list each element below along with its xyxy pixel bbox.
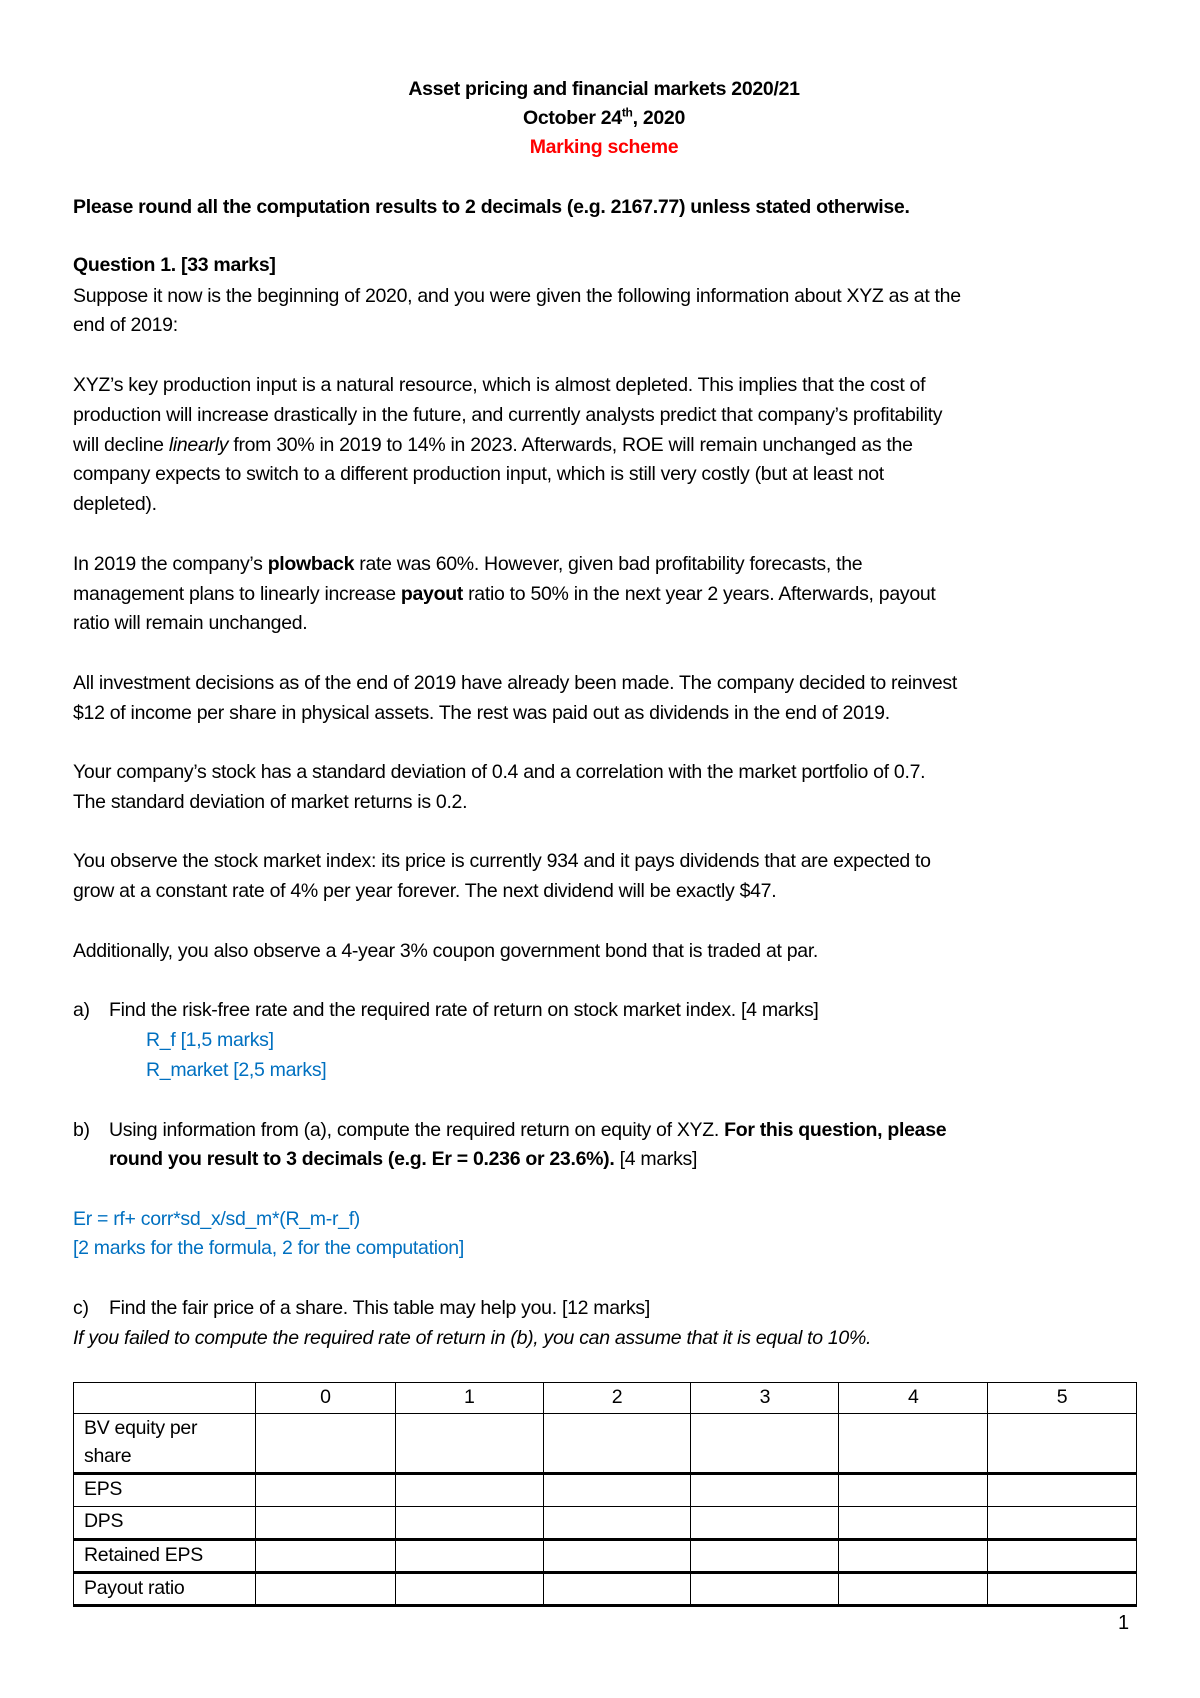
answer-er-formula: Er = rf+ corr*sd_x/sd_m*(R_m-r_f) bbox=[73, 1208, 360, 1230]
table-cell[interactable] bbox=[839, 1474, 988, 1507]
question-title: Question 1. [33 marks] bbox=[73, 254, 276, 276]
table-cell[interactable] bbox=[543, 1540, 691, 1573]
table-row bbox=[74, 1507, 1137, 1540]
header-cell: 5 bbox=[988, 1383, 1137, 1414]
header-cell: 4 bbox=[839, 1383, 988, 1414]
table-cell[interactable] bbox=[543, 1507, 691, 1540]
para-line: grow at a constant rate of 4% per year forever. The next dividend will be exactly $47. bbox=[73, 880, 777, 902]
table-cell[interactable] bbox=[988, 1540, 1137, 1573]
row-label: EPS bbox=[74, 1474, 256, 1507]
para-line: depleted). bbox=[73, 493, 157, 515]
table-cell[interactable] bbox=[395, 1573, 543, 1606]
answer-er-marks: [2 marks for the formula, 2 for the computation] bbox=[73, 1237, 464, 1259]
table-cell[interactable] bbox=[395, 1540, 543, 1573]
intro-line: Suppose it now is the beginning of 2020, and you were given the following information about XYZ as at the bbox=[73, 285, 961, 307]
para-line: will decline linearly from 30% in 2019 to 14% in 2023. Afterwards, ROE will remain unchanged as the bbox=[73, 434, 913, 456]
doc-subtitle: Marking scheme bbox=[529, 136, 679, 158]
table-cell[interactable] bbox=[839, 1540, 988, 1573]
para-line: In 2019 the company’s plowback rate was 60%. However, given bad profitability forecasts, the bbox=[73, 553, 863, 575]
page-number: 1 bbox=[1118, 1612, 1129, 1634]
para-line: Additionally, you also observe a 4-year 3% coupon government bond that is traded at par. bbox=[73, 940, 819, 962]
row-label: Retained EPS bbox=[74, 1540, 256, 1573]
answer-rf: R_f [1,5 marks] bbox=[146, 1029, 274, 1051]
table-cell[interactable] bbox=[395, 1414, 543, 1474]
table-cell[interactable] bbox=[988, 1573, 1137, 1606]
table-cell[interactable] bbox=[839, 1573, 988, 1606]
header-cell bbox=[74, 1383, 256, 1414]
table-row bbox=[74, 1540, 1137, 1573]
table-row bbox=[74, 1573, 1137, 1606]
para-line: company expects to switch to a different production input, which is still very costly (but at least not bbox=[73, 463, 884, 485]
table-cell[interactable] bbox=[691, 1573, 839, 1606]
para-line: ratio will remain unchanged. bbox=[73, 612, 308, 634]
para-line: production will increase drastically in the future, and currently analysts predict that company’s profitability bbox=[73, 404, 943, 426]
row-label: DPS bbox=[74, 1507, 256, 1540]
table-row bbox=[74, 1414, 1137, 1474]
table-cell[interactable] bbox=[543, 1573, 691, 1606]
part-c-note: If you failed to compute the required rate of return in (b), you can assume that it is equal to 10%. bbox=[73, 1327, 872, 1349]
rounding-instruction: Please round all the computation results to 2 decimals (e.g. 2167.77) unless stated otherwise. bbox=[73, 196, 910, 218]
part-c: c) Find the fair price of a share. This table may help you. [12 marks] bbox=[73, 1297, 650, 1319]
para-line: You observe the stock market index: its price is currently 934 and it pays dividends that are expected to bbox=[73, 850, 931, 872]
para-line: Your company’s stock has a standard deviation of 0.4 and a correlation with the market portfolio of 0.7. bbox=[73, 761, 926, 783]
header-cell: 1 bbox=[395, 1383, 543, 1414]
table-cell[interactable] bbox=[691, 1540, 839, 1573]
row-label: Payout ratio bbox=[74, 1573, 256, 1606]
table-cell[interactable] bbox=[255, 1573, 395, 1606]
para-line: All investment decisions as of the end of 2019 have already been made. The company decided to reinvest bbox=[73, 672, 957, 694]
table-cell[interactable] bbox=[988, 1474, 1137, 1507]
table-cell[interactable] bbox=[839, 1507, 988, 1540]
table-row bbox=[74, 1474, 1137, 1507]
header-cell: 3 bbox=[691, 1383, 839, 1414]
dividend-table bbox=[73, 1382, 1137, 1607]
table-cell[interactable] bbox=[839, 1414, 988, 1474]
table-cell[interactable] bbox=[691, 1414, 839, 1474]
part-b-cont: round you result to 3 decimals (e.g. Er = 0.236 or 23.6%). [4 marks] bbox=[109, 1148, 698, 1170]
intro-line: end of 2019: bbox=[73, 314, 178, 336]
doc-date: October 24th, 2020 bbox=[522, 105, 686, 129]
table-cell[interactable] bbox=[395, 1474, 543, 1507]
table-cell[interactable] bbox=[255, 1414, 395, 1474]
table-cell[interactable] bbox=[988, 1414, 1137, 1474]
header-cell: 2 bbox=[543, 1383, 691, 1414]
part-a: a) Find the risk-free rate and the required rate of return on stock market index. [4 marks] bbox=[73, 999, 819, 1021]
table-cell[interactable] bbox=[255, 1540, 395, 1573]
row-label: BV equity per share bbox=[74, 1414, 256, 1474]
table-cell[interactable] bbox=[255, 1474, 395, 1507]
table-cell[interactable] bbox=[988, 1507, 1137, 1540]
para-line: XYZ’s key production input is a natural resource, which is almost depleted. This implies that the cost of bbox=[73, 374, 926, 396]
doc-title: Asset pricing and financial markets 2020/21 bbox=[408, 78, 800, 100]
table-cell[interactable] bbox=[255, 1507, 395, 1540]
para-line: management plans to linearly increase payout ratio to 50% in the next year 2 years. Afterwards, payout bbox=[73, 583, 936, 605]
table-cell[interactable] bbox=[543, 1414, 691, 1474]
table-header-row bbox=[74, 1383, 1137, 1414]
table-cell[interactable] bbox=[691, 1474, 839, 1507]
para-line: $12 of income per share in physical assets. The rest was paid out as dividends in the end of 2019. bbox=[73, 702, 890, 724]
table-cell[interactable] bbox=[543, 1474, 691, 1507]
answer-rmarket: R_market [2,5 marks] bbox=[146, 1059, 327, 1081]
para-line: The standard deviation of market returns is 0.2. bbox=[73, 791, 468, 813]
table-cell[interactable] bbox=[395, 1507, 543, 1540]
table-cell[interactable] bbox=[691, 1507, 839, 1540]
header-cell: 0 bbox=[255, 1383, 395, 1414]
part-b: b) Using information from (a), compute the required return on equity of XYZ. For this question, please bbox=[73, 1119, 947, 1141]
